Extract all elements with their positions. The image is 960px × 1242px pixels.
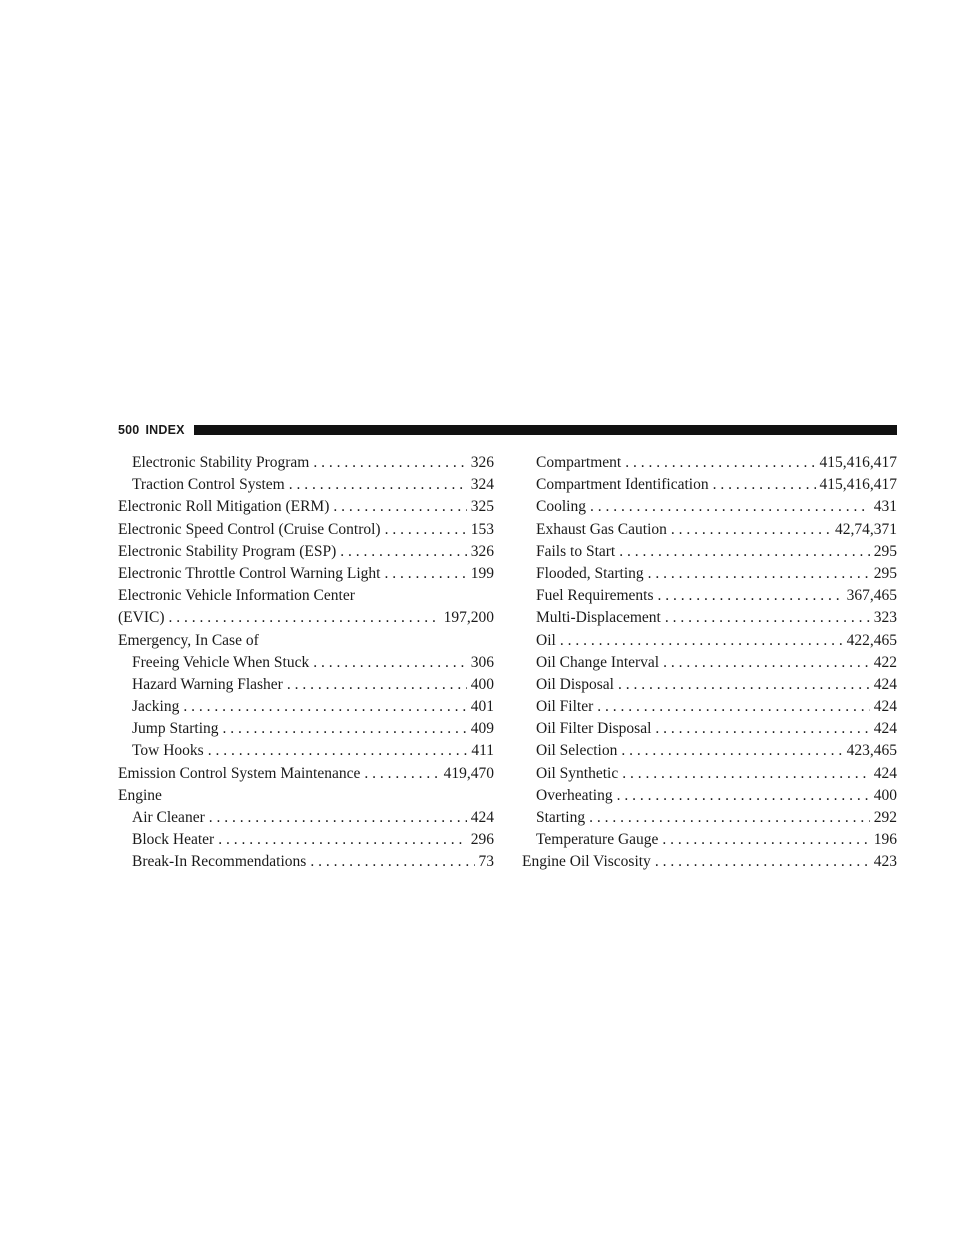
index-entry-page: 422 — [873, 653, 897, 671]
index-entry-label: Fuel Requirements — [536, 587, 654, 605]
index-entry — [522, 718, 897, 740]
index-entry — [118, 696, 494, 718]
index-entry-page: 326 — [470, 542, 494, 560]
index-entry-label: Emergency, In Case of — [118, 631, 259, 649]
index-entry — [522, 807, 897, 829]
index-entry-label: Jump Starting — [132, 720, 219, 738]
index-entry-page: 411 — [471, 742, 494, 760]
index-entry-page: 295 — [873, 564, 897, 582]
index-entry-label: Freeing Vehicle When Stuck — [132, 653, 310, 671]
index-entry — [522, 607, 897, 629]
index-entry-page: 424 — [470, 809, 494, 826]
dot-leader — [671, 519, 831, 541]
index-entry — [118, 585, 494, 607]
dot-leader — [665, 607, 870, 629]
index-entry — [118, 452, 494, 474]
index-entry-label: Starting — [536, 809, 586, 826]
index-entry-label: Compartment Identification — [536, 476, 709, 494]
index-entry-page: 419,470 — [443, 764, 494, 782]
index-entry — [118, 807, 494, 829]
index-entry-label: Oil Filter Disposal — [536, 720, 652, 738]
dot-leader — [183, 696, 466, 718]
dot-leader — [287, 674, 467, 696]
index-entry-page: 196 — [873, 831, 897, 849]
index-entry-label: Multi-Displacement — [536, 609, 661, 627]
index-entry — [118, 474, 494, 496]
index-entry-page: 424 — [873, 675, 897, 693]
index-entry — [522, 851, 897, 873]
index-entry-page: 415,416,417 — [819, 454, 897, 471]
index-entry-page: 197,200 — [443, 609, 494, 627]
index-entry-page: 42,74,371 — [835, 520, 897, 538]
index-entry — [522, 474, 897, 496]
page-number: 500 — [118, 423, 140, 437]
dot-leader — [313, 652, 467, 674]
index-entry-page: 409 — [470, 720, 494, 738]
dot-leader — [618, 674, 870, 696]
index-entry — [118, 630, 494, 652]
index-entry — [522, 541, 897, 563]
index-entry-label: Electronic Vehicle Information Center — [118, 587, 355, 605]
index-entry-page: 326 — [470, 454, 494, 471]
index-entry-page: 199 — [470, 564, 494, 582]
index-entry-label: Compartment — [536, 454, 622, 471]
dot-leader — [289, 474, 467, 496]
index-entry — [118, 563, 494, 585]
index-entry-label: (EVIC) — [118, 609, 165, 627]
dot-leader — [560, 630, 843, 652]
index-entry-page: 296 — [470, 831, 494, 849]
index-entry-page: 292 — [873, 809, 897, 826]
index-entry-label: Oil Disposal — [536, 675, 614, 693]
index-entry-page: 73 — [478, 853, 494, 871]
index-entry-label: Electronic Stability Program — [132, 454, 310, 471]
dot-leader — [385, 519, 467, 541]
header-rule — [194, 425, 897, 435]
index-entry-label: Hazard Warning Flasher — [132, 675, 283, 693]
index-entry — [522, 496, 897, 518]
index-entry — [118, 607, 494, 629]
index-entry-page: 325 — [470, 498, 494, 516]
dot-leader — [208, 740, 468, 762]
index-entry-label: Oil Filter — [536, 698, 594, 716]
index-entry-label: Oil Synthetic — [536, 764, 619, 782]
index-entry — [522, 452, 897, 474]
index-entry-label: Exhaust Gas Caution — [536, 520, 667, 538]
index-entry — [118, 519, 494, 541]
index-entry-label: Traction Control System — [132, 476, 285, 494]
index-entry-label: Air Cleaner — [132, 809, 205, 826]
index-entry — [522, 740, 897, 762]
dot-leader — [385, 563, 467, 585]
index-entry-page: 400 — [470, 675, 494, 693]
index-entry — [118, 763, 494, 785]
index-entry — [522, 763, 897, 785]
dot-leader — [625, 452, 815, 474]
dot-leader — [663, 652, 870, 674]
index-entry-page: 323 — [873, 609, 897, 627]
dot-leader — [340, 541, 466, 563]
section-title: INDEX — [145, 423, 185, 437]
index-entry-page: 423 — [873, 853, 897, 871]
index-entry-label: Engine Oil Viscosity — [522, 853, 651, 871]
index-entry-page: 400 — [873, 786, 897, 804]
index-entry-page: 424 — [873, 764, 897, 782]
index-entry-label: Fails to Start — [536, 542, 616, 560]
dot-leader — [590, 496, 870, 518]
dot-leader — [218, 829, 467, 851]
index-entry — [522, 630, 897, 652]
dot-leader — [621, 740, 842, 762]
dot-leader — [658, 585, 843, 607]
index-entry-page: 153 — [470, 520, 494, 538]
dot-leader — [648, 563, 870, 585]
dot-leader — [619, 541, 870, 563]
index-column-right — [522, 452, 897, 874]
index-entry — [118, 674, 494, 696]
index-entry-label: Electronic Throttle Control Warning Light — [118, 564, 381, 582]
index-entry-label: Block Heater — [132, 831, 215, 849]
dot-leader — [209, 807, 467, 829]
index-entry — [522, 585, 897, 607]
index-entry — [118, 496, 494, 518]
index-entry-label: Electronic Speed Control (Cruise Control) — [118, 520, 381, 538]
dot-leader — [333, 496, 466, 518]
index-entry-label: Engine — [118, 786, 162, 804]
index-entry-page: 424 — [873, 698, 897, 716]
index-entry-page: 415,416,417 — [819, 476, 897, 494]
index-entry-label: Electronic Roll Mitigation (ERM) — [118, 498, 330, 516]
dot-leader — [597, 696, 869, 718]
index-entry-page: 324 — [470, 476, 494, 494]
dot-leader — [589, 807, 870, 829]
index-entry-label: Oil Selection — [536, 742, 618, 760]
index-entry-label: Emission Control System Maintenance — [118, 764, 361, 782]
index-entry — [118, 541, 494, 563]
index-entry — [118, 740, 494, 762]
dot-leader — [713, 474, 816, 496]
dot-leader — [169, 607, 440, 629]
index-entry — [522, 652, 897, 674]
index-entry — [522, 696, 897, 718]
index-entry — [118, 718, 494, 740]
index-entry-page: 424 — [873, 720, 897, 738]
index-entry — [522, 785, 897, 807]
index-entry — [118, 829, 494, 851]
index-entry — [118, 652, 494, 674]
dot-leader — [310, 851, 474, 873]
index-entry-label: Electronic Stability Program (ESP) — [118, 542, 337, 560]
index-entry-page: 367,465 — [846, 587, 897, 605]
index-entry — [522, 674, 897, 696]
index-entry — [118, 851, 494, 873]
index-entry — [522, 563, 897, 585]
index-entry-page: 422,465 — [846, 631, 897, 649]
dot-leader — [662, 829, 869, 851]
dot-leader — [617, 785, 870, 807]
index-entry-page: 431 — [873, 498, 897, 516]
dot-leader — [313, 452, 466, 474]
index-entry-page: 295 — [873, 542, 897, 560]
dot-leader — [655, 718, 869, 740]
page-header — [118, 423, 897, 437]
dot-leader — [655, 851, 870, 873]
index-entry-label: Tow Hooks — [132, 742, 204, 760]
index-entry-label: Cooling — [536, 498, 586, 516]
index-entry-page: 306 — [470, 653, 494, 671]
index-column-left — [118, 452, 494, 874]
index-entry-label: Temperature Gauge — [536, 831, 659, 849]
index-entry-label: Break-In Recommendations — [132, 853, 307, 871]
dot-leader — [622, 763, 870, 785]
index-entry-page: 423,465 — [846, 742, 897, 760]
index-entry-label: Flooded, Starting — [536, 564, 644, 582]
index-entry — [522, 519, 897, 541]
index-entry-label: Overheating — [536, 786, 613, 804]
dot-leader — [364, 763, 439, 785]
index-entry-label: Oil Change Interval — [536, 653, 660, 671]
index-entry-label: Oil — [536, 631, 556, 649]
dot-leader — [223, 718, 467, 740]
index-entry-page: 401 — [470, 698, 494, 716]
index-entry — [118, 785, 494, 807]
index-entry — [522, 829, 897, 851]
index-entry-label: Jacking — [132, 698, 180, 716]
